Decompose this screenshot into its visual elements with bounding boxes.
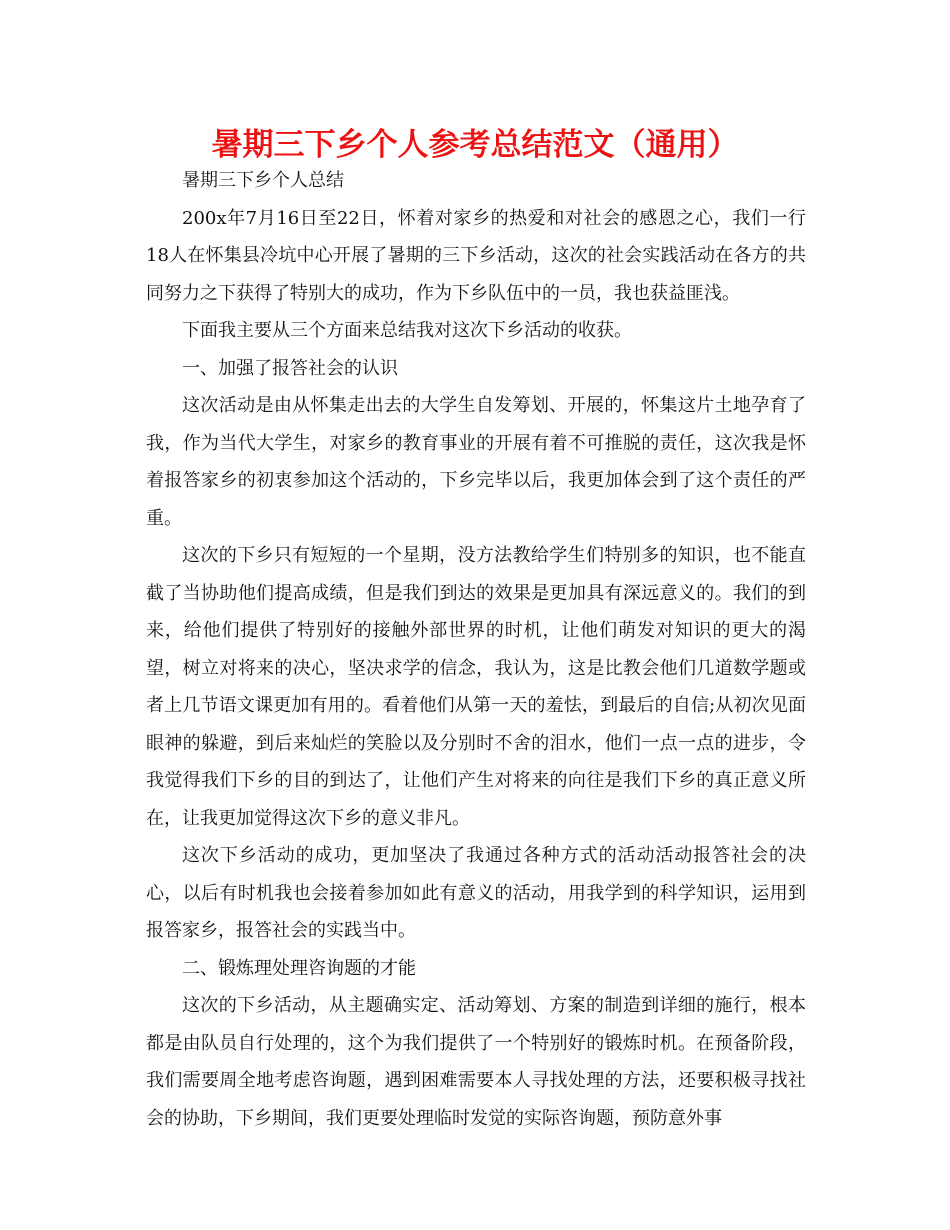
section-heading-2: 二、锻炼理处理咨询题的才能 <box>182 957 416 979</box>
document-body <box>146 162 806 1137</box>
section-heading-1: 一、加强了报答社会的认识 <box>182 357 398 379</box>
paragraph-intro: 200x年7月16日至22日，怀着对家乡的热爱和对社会的感恩之心，我们一行18人在怀集县冷坑中心开展了暑期的三下乡活动，这次的社会实践活动在各方的共同努力之下获得了特别大的成功，作为下乡队伍中的一员，我也获益匪浅。 <box>146 207 806 304</box>
paragraph-section1-a: 这次活动是由从怀集走出去的大学生自发筹划、开展的，怀集这片土地孕育了我，作为当代大学生，对家乡的教育事业的开展有着不可推脱的责任，这次我是怀着报答家乡的初衷参加这个活动的，下乡完毕以后，我更加体会到了这个责任的严重。 <box>146 395 806 529</box>
document-title: 暑期三下乡个人参考总结范文（通用） <box>211 127 739 163</box>
paragraph-subtitle: 暑期三下乡个人总结 <box>182 170 344 191</box>
paragraph-section1-b: 这次的下乡只有短短的一个星期，没方法教给学生们特别多的知识，也不能直截了当协助他们提高成绩，但是我们到达的效果是更加具有深远意义的。我们的到来，给他们提供了特别好的接触外部世界的时机，让他们萌发对知识的更大的渴望，树立对将来的决心，坚决求学的信念，我认为，这是比教会他们几道数学题或者上几节语文课更加有用的。看着他们从第一天的羞怯，到最后的自信;从初次见面眼神的躲避，到后来灿烂的笑脸以及分别时不舍的泪水，他们一点一点的进步，令我觉得我们下乡的目的到达了，让他们产生对将来的向往是我们下乡的真正意义所在，让我更加觉得这次下乡的意义非凡。 <box>146 545 806 829</box>
paragraph-overview: 下面我主要从三个方面来总结我对这次下乡活动的收获。 <box>182 320 632 341</box>
paragraph-section1-c: 这次下乡活动的成功，更加坚决了我通过各种方式的活动活动报答社会的决心，以后有时机我也会接着参加如此有意义的活动，用我学到的科学知识，运用到报答家乡，报答社会的实践当中。 <box>146 845 806 941</box>
paragraph-section2-a: 这次的下乡活动，从主题确实定、活动筹划、方案的制造到详细的施行，根本都是由队员自行处理的，这个为我们提供了一个特别好的锻炼时机。在预备阶段，我们需要周全地考虑咨询题，遇到困难需要本人寻找处理的方法，还要积极寻找社会的协助，下乡期间，我们更要处理临时发觉的实际咨询题，预防意外事 <box>146 995 806 1129</box>
